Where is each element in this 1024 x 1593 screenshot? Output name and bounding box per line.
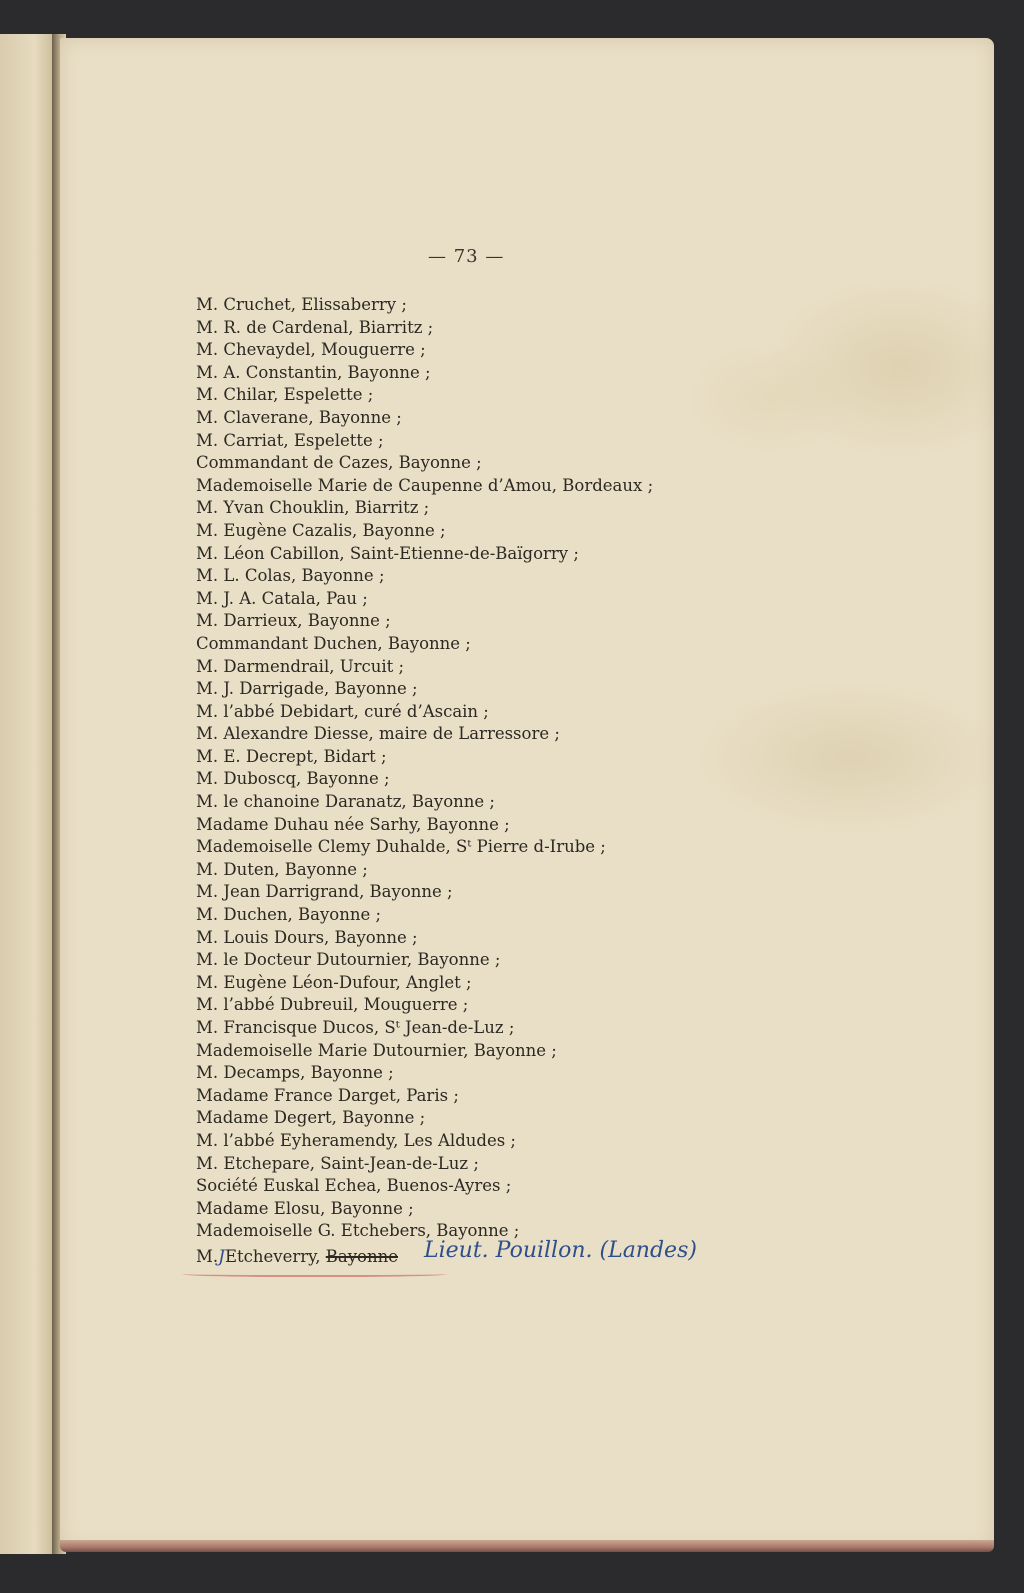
list-item: M. Claverane, Bayonne ; [196, 407, 402, 427]
list-item-annotated [196, 1246, 398, 1272]
list-item: M. Darrieux, Bayonne ; [196, 611, 391, 631]
list-item: Mademoiselle Marie Dutournier, Bayonne ; [196, 1040, 557, 1060]
list-item: Madame Degert, Bayonne ; [196, 1108, 426, 1128]
list-item: M. Louis Dours, Bayonne ; [196, 927, 418, 947]
list-item: Madame Elosu, Bayonne ; [196, 1198, 414, 1218]
list-item: M. Cruchet, Elissaberry ; [196, 295, 407, 314]
entry-prefix: M. [196, 1247, 219, 1266]
list-item: Commandant Duchen, Bayonne ; [196, 633, 471, 653]
list-item: M. l’abbé Eyheramendy, Les Aldudes ; [196, 1130, 516, 1150]
entry-name: Etcheverry, [224, 1247, 321, 1266]
list-item: M. Eugène Cazalis, Bayonne ; [196, 520, 446, 540]
list-item: M. Chevaydel, Mouguerre ; [196, 340, 426, 360]
list-item: M. R. de Cardenal, Biarritz ; [196, 317, 434, 337]
list-item: M. l’abbé Debidart, curé d’Ascain ; [196, 701, 489, 721]
list-item: M. Chilar, Espelette ; [196, 385, 374, 405]
page-bottom-edge [60, 1540, 994, 1552]
handwritten-annotation: Lieut. Pouillon. (Landes) [424, 1238, 697, 1263]
list-item: Commandant de Cazes, Bayonne ; [196, 453, 482, 473]
page-number: — 73 — [428, 246, 505, 267]
list-item: M. Carriat, Espelette ; [196, 430, 384, 450]
list-item: M. Duchen, Bayonne ; [196, 905, 382, 925]
list-item: Mademoiselle G. Etchebers, Bayonne ; [196, 1221, 520, 1241]
list-item: M. Etchepare, Saint-Jean-de-Luz ; [196, 1153, 479, 1173]
facing-page-edge [0, 34, 58, 1554]
list-item: M. Alexandre Diesse, maire de Larressore ; [196, 724, 560, 744]
list-item: Madame France Darget, Paris ; [196, 1085, 459, 1105]
list-item: M. Léon Cabillon, Saint-Etienne-de-Baïgorry ; [196, 543, 579, 563]
handwritten-initial: J [218, 1247, 225, 1267]
list-item: M. Francisque Ducos, Sᵗ Jean-de-Luz ; [196, 1018, 515, 1037]
list-item: M. L. Colas, Bayonne ; [196, 566, 385, 586]
pencil-underline [182, 1270, 447, 1277]
list-item: M. Yvan Chouklin, Biarritz ; [196, 498, 430, 518]
list-item: M. Jean Darrigrand, Bayonne ; [196, 882, 453, 902]
list-item: M. l’abbé Dubreuil, Mouguerre ; [196, 995, 469, 1015]
list-item: M. Duboscq, Bayonne ; [196, 769, 390, 789]
list-item: M. A. Constantin, Bayonne ; [196, 362, 431, 382]
list-item: M. J. A. Catala, Pau ; [196, 588, 368, 608]
list-item: M. le chanoine Daranatz, Bayonne ; [196, 792, 495, 812]
list-item: Société Euskal Echea, Buenos-Ayres ; [196, 1176, 512, 1196]
list-item: M. Decamps, Bayonne ; [196, 1063, 394, 1083]
list-item: Mademoiselle Marie de Caupenne d’Amou, Bordeaux ; [196, 475, 654, 495]
list-item: Mademoiselle Clemy Duhalde, Sᵗ Pierre d-Irube ; [196, 837, 606, 857]
struck-place: Bayonne [325, 1247, 399, 1266]
subscriber-list [196, 294, 796, 1243]
list-item: M. le Docteur Dutournier, Bayonne ; [196, 950, 501, 970]
list-item: M. E. Decrept, Bidart ; [196, 746, 387, 766]
list-item: M. Eugène Léon-Dufour, Anglet ; [196, 972, 472, 992]
list-item: Madame Duhau née Sarhy, Bayonne ; [196, 814, 510, 834]
list-item: M. Duten, Bayonne ; [196, 859, 368, 879]
list-item: M. Darmendrail, Urcuit ; [196, 656, 405, 676]
list-item: M. J. Darrigade, Bayonne ; [196, 679, 418, 699]
